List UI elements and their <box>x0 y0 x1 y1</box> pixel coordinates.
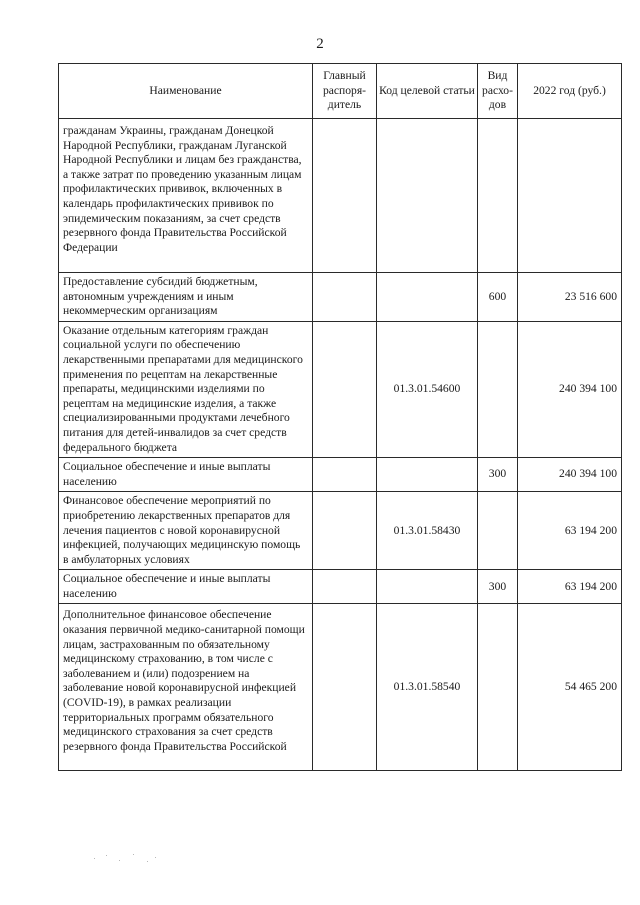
row-amount: 23 516 600 <box>518 273 622 322</box>
row-code <box>377 119 478 273</box>
row-code <box>377 273 478 322</box>
row-manager <box>313 119 377 273</box>
row-name: Социальное обеспечение и иные выплаты населению <box>59 570 313 604</box>
row-name: Финансовое обеспечение мероприятий по приобретению лекарственных препаратов для лечения пациентов с новой коронавирусной инфекцией, получающих медицинскую помощь в амбулаторных условиях <box>59 492 313 570</box>
header-manager: Главный распоря-дитель <box>313 64 377 119</box>
row-vid <box>478 604 518 771</box>
table-row <box>59 458 622 492</box>
row-manager <box>313 273 377 322</box>
row-amount: 63 194 200 <box>518 492 622 570</box>
table-row <box>59 492 622 570</box>
row-vid: 300 <box>478 458 518 492</box>
table-row <box>59 604 622 771</box>
table-row <box>59 119 622 273</box>
row-vid <box>478 492 518 570</box>
row-vid <box>478 321 518 457</box>
row-vid <box>478 119 518 273</box>
scan-noise <box>92 852 162 870</box>
row-amount: 240 394 100 <box>518 458 622 492</box>
row-name: Дополнительное финансовое обеспечение оказания первичной медико-санитарной помощи лицам, застрахованным по обязательному медицинскому страхованию, в том числе с заболеванием и (или) подозрением на заболевание новой коронавирусной инфекцией (COVID-19), в рамках реализации территориальных программ обязательного медицинского страхования за счет средств резервного фонда Правительства Российской <box>59 604 313 771</box>
header-name: Наименование <box>59 64 313 119</box>
row-amount <box>518 119 622 273</box>
row-code: 01.3.01.54600 <box>377 321 478 457</box>
row-amount: 63 194 200 <box>518 570 622 604</box>
row-amount: 54 465 200 <box>518 604 622 771</box>
table-row <box>59 570 622 604</box>
row-manager <box>313 458 377 492</box>
row-manager <box>313 492 377 570</box>
row-code: 01.3.01.58540 <box>377 604 478 771</box>
table-row <box>59 321 622 457</box>
table-header-row <box>59 64 622 119</box>
row-vid: 600 <box>478 273 518 322</box>
row-code <box>377 458 478 492</box>
row-code: 01.3.01.58430 <box>377 492 478 570</box>
page-number: 2 <box>316 36 324 52</box>
row-name: Оказание отдельным категориям граждан социальной услуги по обеспечению лекарственными препаратами для медицинского применения по рецептам на лекарственные препараты, медицинскими изделиями по рецептам на медицинские изделия, а также специализированными продуктами лечебного питания для детей-инвалидов за счет средств федерального бюджета <box>59 321 313 457</box>
header-vid: Вид расхо-дов <box>478 64 518 119</box>
row-name: Предоставление субсидий бюджетным, автономным учреждениям и иным некоммерческим организациям <box>59 273 313 322</box>
row-amount: 240 394 100 <box>518 321 622 457</box>
row-manager <box>313 604 377 771</box>
row-code <box>377 570 478 604</box>
row-manager <box>313 570 377 604</box>
table-row <box>59 273 622 322</box>
row-name: Социальное обеспечение и иные выплаты населению <box>59 458 313 492</box>
row-vid: 300 <box>478 570 518 604</box>
row-name: гражданам Украины, гражданам Донецкой Народной Республики, гражданам Луганской Народной Республики и лицам без гражданства, а также затрат по проведению указанным лицам профилактических прививок, включенных в календарь профилактических прививок по эпидемическим показаниям, за счет средств резервного фонда Правительства Российской Федерации <box>59 119 313 273</box>
budget-table <box>58 63 622 771</box>
header-code: Код целевой статьи <box>377 64 478 119</box>
header-amount: 2022 год (руб.) <box>518 64 622 119</box>
row-manager <box>313 321 377 457</box>
